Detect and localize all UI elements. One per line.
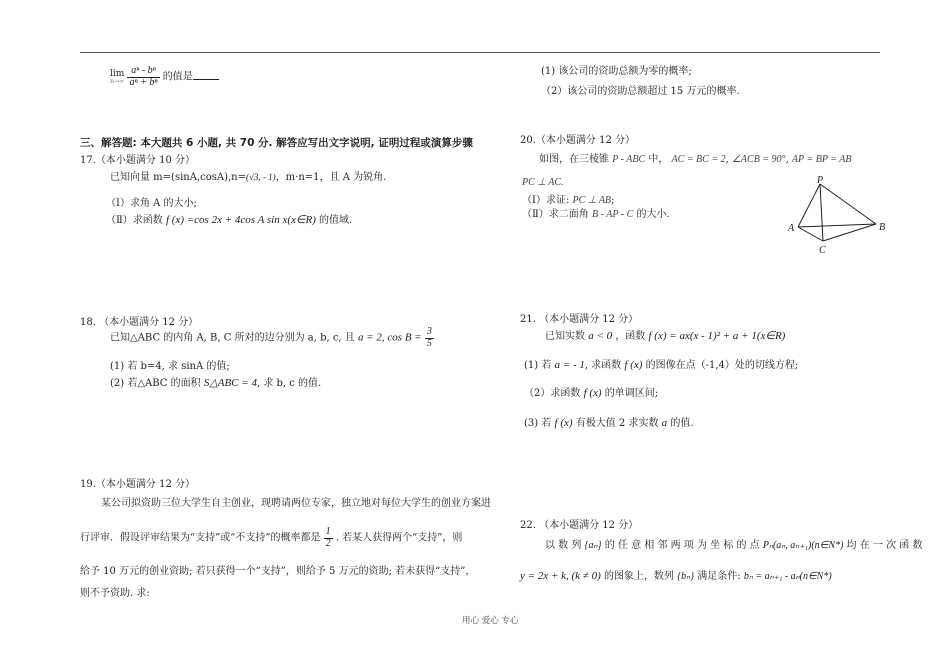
limit-lim: lim: [110, 68, 125, 79]
q18-fraction: [425, 327, 434, 349]
q21-part3-f: f (x): [554, 417, 573, 429]
limit-expression: [110, 66, 219, 88]
q21-line1: [545, 327, 785, 342]
q21-head: 21. （本小题满分 12 分）: [520, 314, 639, 325]
q18-part2-a: (2) 若△ABC 的面积: [110, 378, 201, 389]
q18-part2-b: , 求 b, c 的值.: [256, 378, 322, 389]
limit-under: n→∞: [110, 77, 125, 85]
q17-line1-b: ，m·n=1，且 A 为锐角.: [275, 172, 387, 183]
header-rule: [80, 52, 880, 53]
q20-tetra: P - ABC: [612, 154, 646, 165]
q20-cond3: AP = BP = AB: [791, 154, 852, 165]
q21-part1: [524, 356, 798, 371]
limit-numerator: aⁿ - bⁿ: [127, 66, 159, 78]
q19-line3: 给予 10 万元的创业资助; 若只获得一个“支持”，则给予 5 万元的资助; 若未获得“支持”，: [80, 566, 476, 577]
q22-line2-a: 的图象上，数列: [603, 571, 674, 582]
label-p: P: [817, 175, 824, 186]
q21-part3-a: (3) 若: [524, 418, 552, 429]
q21-part3: [524, 414, 694, 429]
q22-seq-b: {bₙ}: [677, 571, 695, 582]
q21-line1-b: ，函数: [615, 331, 646, 342]
q19-cont-part1: (1) 该公司的资助总额为零的概率;: [541, 66, 692, 77]
q21-part3-a-var: a: [661, 417, 668, 429]
q20-part1: [522, 191, 614, 206]
q18-line1: [110, 327, 434, 349]
q22-line1-c: 均 在 一 次 函 数: [846, 540, 923, 551]
q19-frac-den: 2: [325, 537, 331, 549]
q22-line1-b: 的 任 意 相 邻 两 项 为 坐 标 的 点: [604, 540, 760, 551]
q18-frac-den: 5: [426, 337, 432, 349]
q22-point: Pₙ(aₙ, aₙ₊₁)(n∈N*): [762, 540, 844, 551]
limit-denominator: aⁿ + bⁿ: [129, 76, 158, 88]
q19-frac-num: 1: [325, 526, 331, 537]
q20-part2-a: （Ⅱ）求二面角: [522, 209, 589, 220]
q18-line1-a: 已知△ABC 的内角 A, B, C 所对的边分别为 a, b, c, 且: [110, 332, 355, 344]
q20-line1-a: 如图，在三棱锥: [539, 154, 609, 165]
q19-cont-part2: （2）该公司的资助总额超过 15 万元的概率.: [541, 86, 740, 97]
q17-head: 17.（本小题满分 10 分）: [80, 155, 195, 166]
q18-frac-num: 3: [426, 326, 432, 337]
q17-vector: (√3, - 1): [246, 172, 276, 182]
q21-function: f (x) = ax(x - 1)² + a + 1(x∈R): [648, 330, 786, 342]
q22-line2-b: 满足条件:: [697, 571, 741, 582]
q20-line1-b: 中，: [648, 154, 669, 165]
q18-head: 18. （本小题满分 12 分）: [80, 317, 199, 328]
q20-part2: [522, 205, 670, 220]
q19-line1: 某公司拟资助三位大学生自主创业，现聘请两位专家，独立地对每位大学生的创业方案进: [101, 498, 491, 509]
q22-linear: y = 2x + k, (k ≠ 0): [520, 570, 601, 582]
q18-part1: (1) 若 b=4, 求 sinA 的值;: [110, 361, 230, 372]
q17-part2-b: 的值域.: [319, 215, 353, 226]
q19-line2: [80, 527, 462, 549]
page-footer: 用心 爱心 专心: [462, 616, 519, 626]
q21-part1-f: f (x): [624, 359, 643, 371]
q21-part2-a: （2）求函数: [524, 388, 581, 399]
q21-line1-a: 已知实数: [545, 331, 585, 342]
section-title: 三、解答题: 本大题共 6 小题, 共 70 分. 解答应写出文字说明, 证明过程或演算步骤: [80, 137, 473, 149]
answer-blank: [193, 70, 219, 80]
q20-cond1: AC = BC = 2: [671, 154, 726, 165]
q22-line1: [545, 536, 923, 551]
q21-part1-a: (1) 若: [524, 360, 552, 371]
q17-part2-a: （Ⅱ）求函数: [106, 215, 163, 226]
q21-part3-c: 的值.: [670, 418, 694, 429]
q19-fraction: [324, 527, 333, 549]
q22-head: 22. （本小题满分 12 分）: [520, 520, 639, 531]
q19-line4: 则不予资助. 求:: [80, 588, 150, 599]
q21-part1-math: a = - 1: [554, 359, 585, 371]
tetrahedron-figure: [780, 174, 892, 256]
q17-line1: [110, 168, 386, 183]
q21-part3-b: 有极大值 2 求实数: [575, 418, 659, 429]
q17-function: f (x) =cos 2x + 4cos A sin x(x∈R): [165, 214, 316, 226]
q18-area: S△ABC = 4: [203, 377, 257, 389]
q21-part2-b: 的单调区间;: [604, 388, 659, 399]
edge-pb: [820, 184, 876, 224]
edge-ab: [798, 224, 876, 227]
q20-line2: PC ⊥ AC.: [522, 177, 564, 188]
edge-pa: [798, 184, 820, 227]
q21-part1-c: 的图像在点（-1,4）处的切线方程;: [645, 360, 799, 371]
q19-line2-b: . 若某人获得两个“支持”，则: [335, 532, 463, 544]
q21-part1-b: , 求函数: [584, 360, 622, 371]
q22-seq-a: {aₙ}: [584, 540, 602, 551]
q17-part1: （Ⅰ）求角 A 的大小;: [106, 198, 197, 209]
label-a: A: [788, 223, 795, 234]
label-c: C: [819, 245, 826, 256]
limit-text: 的值是: [162, 71, 193, 83]
q21-cond: a < 0: [588, 330, 613, 342]
edge-ac: [798, 227, 823, 241]
limit-fraction: [127, 66, 159, 88]
q22-line1-a: 以 数 列: [545, 540, 582, 551]
q19-line2-a: 行评审．假设评审结果为“支持”或“不支持”的概率都是: [80, 532, 321, 544]
q17-part2: [106, 211, 352, 226]
q20-part1-a: （Ⅰ）求证:: [522, 195, 570, 206]
q20-part2-b: 的大小.: [636, 209, 670, 220]
edge-cb: [823, 224, 876, 241]
q21-part2-f: f (x): [583, 387, 602, 399]
q22-line2: [520, 567, 832, 582]
q20-part2-math: B - AP - C: [591, 209, 634, 220]
q17-line1-a: 已知向量 m=(sinA,cosA),n=: [110, 172, 246, 183]
q19-head: 19.（本小题满分 12 分）: [80, 479, 195, 490]
q18-condition: a = 2, cos B =: [357, 331, 422, 344]
q20-part1-math: PC ⊥ AB: [572, 195, 612, 206]
q20-cond2: ∠ACB = 90°: [731, 154, 786, 165]
q22-bn: bₙ = aₙ₊₁ - aₙ(n∈N*): [743, 571, 832, 582]
label-b: B: [879, 222, 886, 233]
q20-line1: 如图，在三棱锥 P - ABC 中， AC = BC = 2, ∠ACB = 90°, AP = BP = AB: [539, 154, 852, 165]
q18-part2: [110, 374, 321, 389]
q20-head: 20.（本小题满分 12 分）: [520, 135, 635, 146]
edge-pc: [820, 184, 823, 241]
q21-part2: [524, 384, 658, 399]
q20-part1-b: ;: [611, 195, 615, 206]
